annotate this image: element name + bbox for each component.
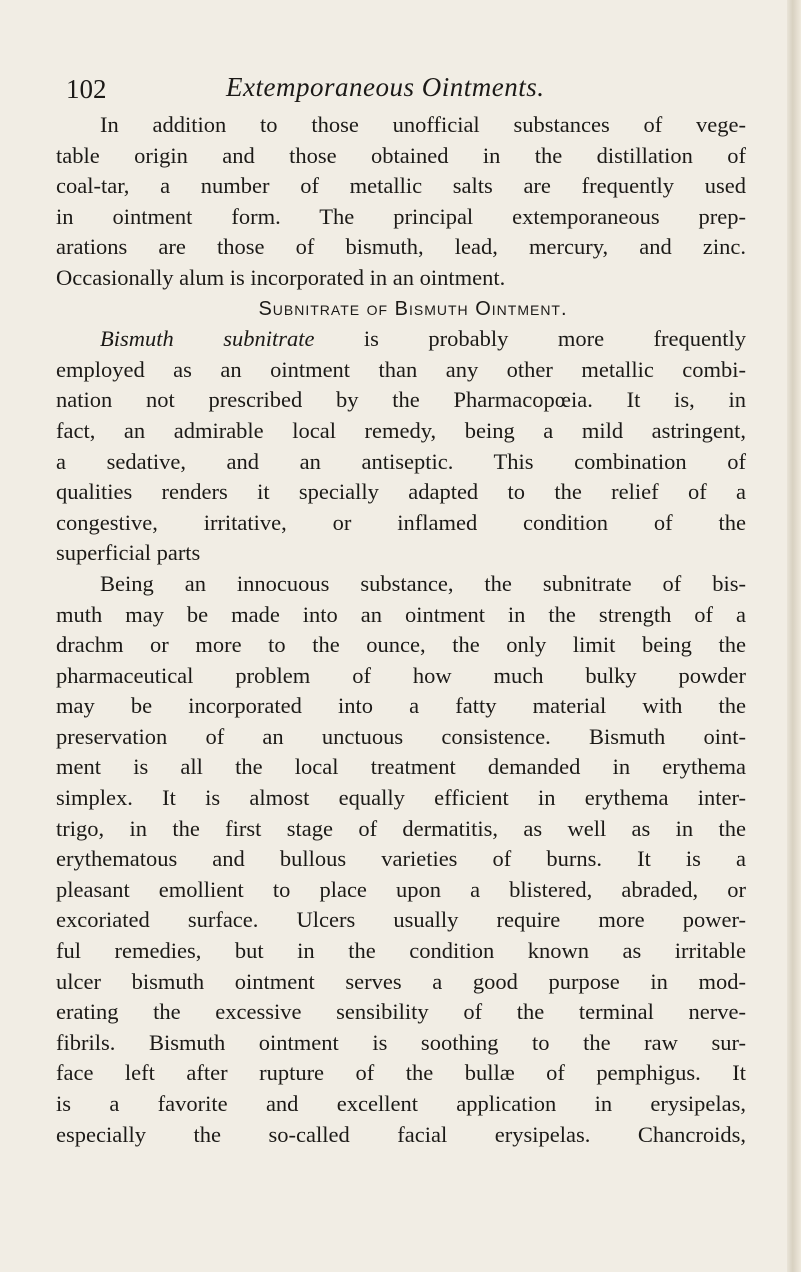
running-title: Extemporaneous Ointments. xyxy=(226,72,545,102)
text-line: erythematous and bullous varieties of burns. It is a xyxy=(56,846,746,872)
text-line: congestive, irritative, or inflamed condition of the xyxy=(56,509,746,535)
text-line: ment is all the local treatment demanded in erythema xyxy=(56,754,746,780)
text-line: face left after rupture of the bullæ of pemphigus. It xyxy=(56,1060,746,1086)
text-line: pharmaceutical problem of how much bulky powder xyxy=(56,662,746,688)
text-line: pleasant emollient to place upon a blistered, abraded, or xyxy=(56,876,746,902)
text-line: excoriated surface. Ulcers usually require more power- xyxy=(56,907,746,933)
text-line: in ointment form. The principal extemporaneous prep- xyxy=(56,203,746,229)
text-line: coal-tar, a number of metallic salts are frequently used xyxy=(56,173,746,199)
text-line: ulcer bismuth ointment serves a good purpose in mod- xyxy=(56,968,746,994)
book-page xyxy=(56,66,746,1150)
text-line: arations are those of bismuth, lead, mercury, and zinc. xyxy=(56,234,746,260)
text-line: ful remedies, but in the condition known as irritable xyxy=(56,938,746,964)
text-line: is a favorite and excellent application in erysipelas, xyxy=(56,1091,746,1116)
page-number: 102 xyxy=(66,74,107,104)
paragraph-bismuth-subnitrate xyxy=(56,324,746,569)
text-run: is probably more frequently xyxy=(314,326,746,352)
text-line: superficial parts xyxy=(56,540,201,566)
section-heading: Subnitrate of Bismuth Ointment. xyxy=(258,297,568,320)
page-edge xyxy=(787,0,801,1272)
text-line: muth may be made into an ointment in the strength of a xyxy=(56,601,746,627)
running-head xyxy=(56,66,746,110)
text-line: fact, an admirable local remedy, being a mild astringent, xyxy=(56,417,746,443)
body-text xyxy=(56,110,746,1150)
text-line: Being an innocuous substance, the subnitrate of bis- xyxy=(100,570,746,596)
text-line: nation not prescribed by the Pharmacopœia. It is, in xyxy=(56,387,746,413)
text-line: preservation of an unctuous consistence. Bismuth oint- xyxy=(56,723,746,749)
paragraph-innocuous xyxy=(56,569,746,1150)
paragraph-intro xyxy=(56,110,746,294)
text-line: simplex. It is almost equally efficient in erythema inter- xyxy=(56,785,746,811)
text-line: a sedative, and an antiseptic. This combination of xyxy=(56,448,746,474)
text-line: fibrils. Bismuth ointment is soothing to the raw sur- xyxy=(56,1029,746,1055)
text-line xyxy=(56,324,746,355)
text-line: drachm or more to the ounce, the only limit being the xyxy=(56,632,746,658)
text-line: qualities renders it specially adapted to the relief of a xyxy=(56,479,746,505)
text-line: erating the excessive sensibility of the terminal nerve- xyxy=(56,999,746,1025)
text-line: trigo, in the first stage of dermatitis, as well as in the xyxy=(56,815,746,841)
text-line: Occasionally alum is incorporated in an ointment. xyxy=(56,264,506,290)
text-line: may be incorporated into a fatty material with the xyxy=(56,693,746,719)
text-line: especially the so-called facial erysipelas. Chancroids, xyxy=(56,1121,746,1147)
text-line: In addition to those unofficial substances of vege- xyxy=(100,112,746,137)
text-line: employed as an ointment than any other metallic combi- xyxy=(56,356,746,382)
text-line: table origin and those obtained in the distillation of xyxy=(56,142,746,168)
italic-term: Bismuth subnitrate xyxy=(100,326,315,352)
